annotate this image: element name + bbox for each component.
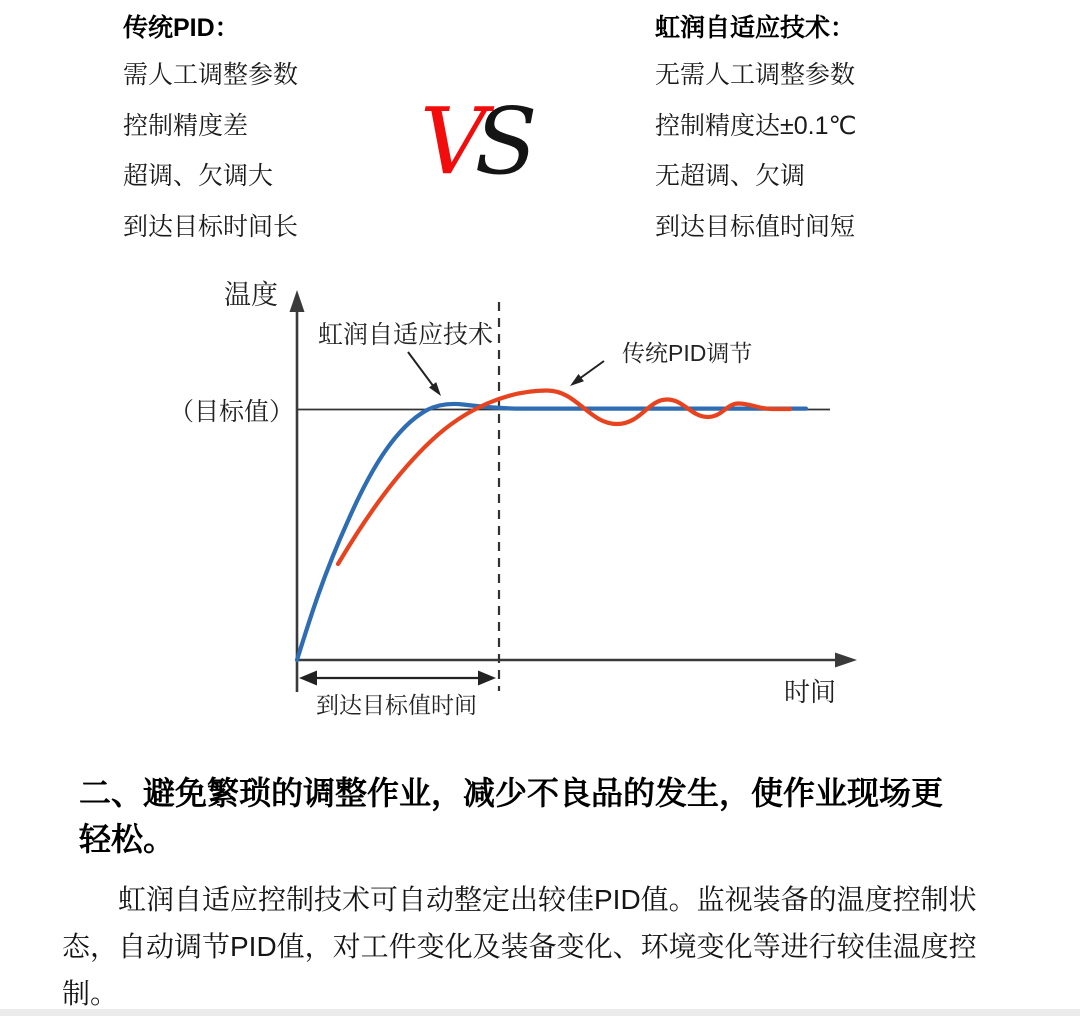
adaptive-tech-item: 控制精度达±0.1℃: [655, 111, 857, 140]
y-axis-label: 温度: [224, 280, 278, 310]
adaptive-tech-item: 无需人工调整参数: [655, 61, 856, 89]
adaptive-tech-title: 虹润自适应技术：: [655, 14, 856, 42]
section-heading: 二、避免繁琐的调整作业，减少不良品的发生，使作业现场更轻松。: [79, 775, 944, 857]
traditional-curve-label: 传统PID调节: [622, 340, 753, 366]
adaptive-annotation-arrow: [408, 352, 434, 387]
traditional-annotation-arrow: [579, 361, 604, 379]
reach-time-left-arrowhead-icon: [299, 671, 317, 686]
traditional-pid-item: 到达目标时间长: [123, 212, 299, 241]
vs-letter-s: S: [474, 88, 526, 195]
section-paragraph: 虹润自适应控制技术可自动整定出较佳PID值。监视装备的温度控制状态，自动调节PID值，对工件变化及装备变化、环境变化等进行较佳温度控制。: [62, 884, 977, 1009]
adaptive-tech-item: 无超调、欠调: [655, 162, 806, 190]
reach-time-right-arrowhead-icon: [478, 671, 496, 686]
traditional-pid-item: 需人工调整参数: [123, 61, 299, 89]
adaptive-curve: [297, 404, 806, 660]
x-axis-label: 时间: [784, 677, 837, 707]
traditional-pid-item: 超调、欠调大: [123, 162, 274, 190]
target-value-label: （目标值）: [168, 398, 294, 426]
adaptive-tech-item: 到达目标值时间短: [655, 212, 856, 241]
traditional-pid-title: 传统PID：: [123, 14, 240, 42]
traditional-pid-item: 控制精度差: [123, 111, 249, 140]
y-axis-arrow-icon: [290, 290, 305, 312]
reach-time-label: 到达目标值时间: [316, 692, 477, 718]
next-section-divider: [0, 1009, 1080, 1016]
vs-letter-v: V: [420, 88, 475, 195]
adaptive-curve-label: 虹润自适应技术: [318, 321, 494, 349]
x-axis-arrow-icon: [835, 653, 857, 668]
traditional-pid-curve: [338, 391, 790, 565]
